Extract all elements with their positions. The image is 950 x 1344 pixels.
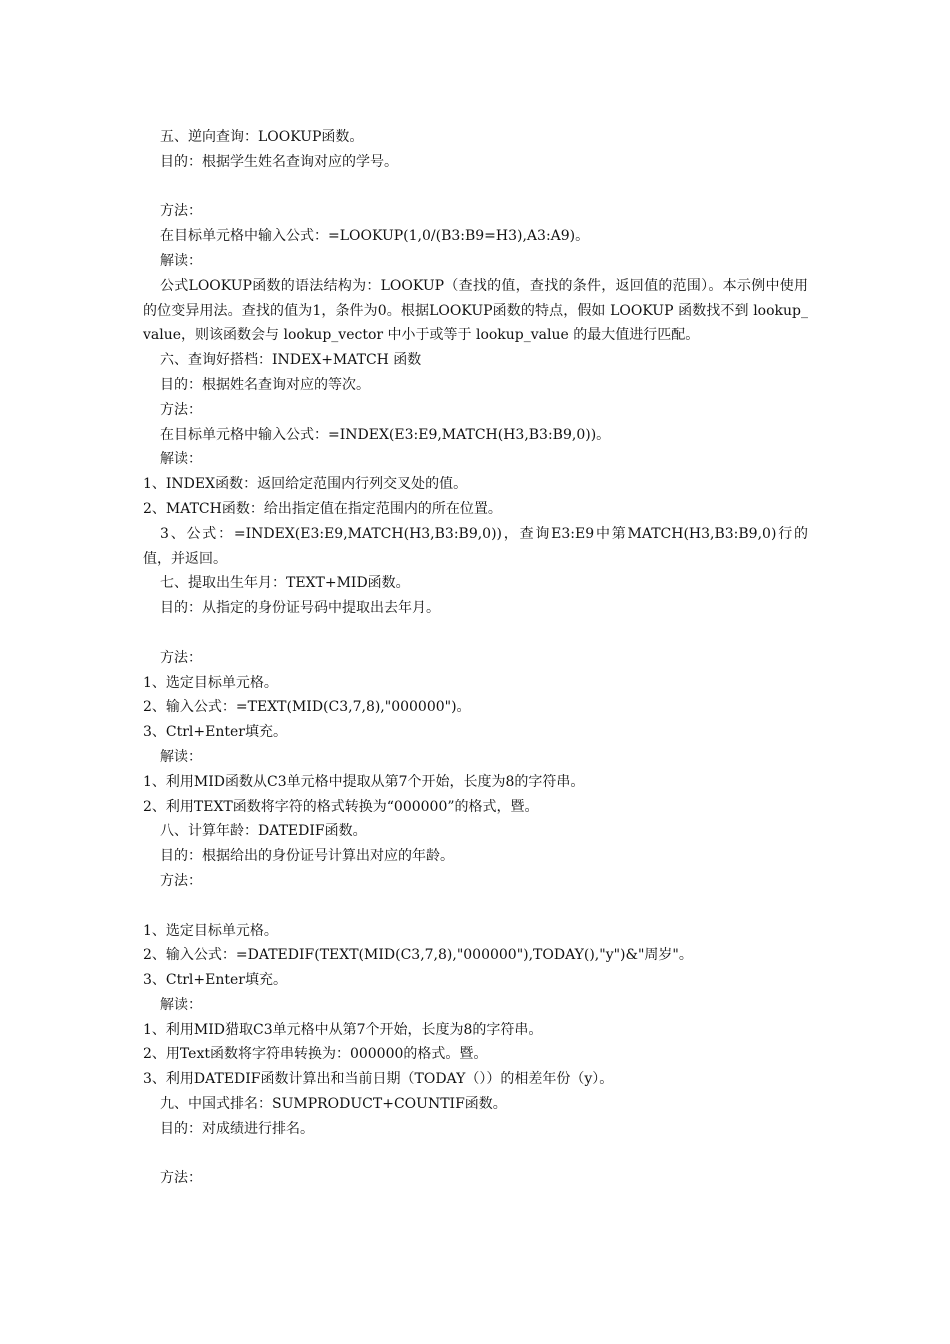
section-heading-sumproduct: 九、中国式排名：SUMPRODUCT+COUNTIF函数。 (160, 1096, 507, 1113)
explanation-item: 1、INDEX函数：返回给定范围内行列交叉处的值。 (143, 476, 468, 493)
explanation-item: 2、MATCH函数：给出指定值在指定范围内的所在位置。 (143, 500, 502, 517)
explanation-label: 解读： (160, 451, 202, 468)
purpose-text: 目的：根据学生姓名查询对应的学号。 (160, 153, 398, 170)
section-heading-datedif: 八、计算年龄：DATEDIF函数。 (160, 823, 367, 840)
explanation-paragraph: 公式LOOKUP函数的语法结构为：LOOKUP（查找的值，查找的条件，返回值的范围）。本示例中使用的位变异用法。查找的值为1，条件为0。根据LOOKUP函数的特点，假如 LOOKUP 函数找不到 lookup_value，则该函数会与 lookup_vector 中小于或等于 lookup_value 的最大值进行匹配。 (143, 277, 808, 344)
step-item: 1、选定目标单元格。 (143, 922, 278, 939)
explanation-label: 解读： (160, 996, 202, 1013)
section-heading-lookup: 五、逆向查询：LOOKUP函数。 (160, 129, 364, 145)
explanation-paragraph: 3、公式：=INDEX(E3:E9,MATCH(H3,B3:B9,0))，查询E3:E9中第MATCH(H3,B3:B9,0)行的值，并返回。 (143, 525, 808, 567)
explanation-item: 1、利用MID猎取C3单元格中从第7个开始，长度为8的字符串。 (143, 1021, 543, 1038)
blank-line (143, 1142, 808, 1167)
explanation-label: 解读： (160, 252, 202, 269)
purpose-text: 目的：对成绩进行排名。 (160, 1120, 314, 1137)
method-label: 方法： (160, 872, 202, 889)
explanation-item: 1、利用MID函数从C3单元格中提取从第7个开始，长度为8的字符串。 (143, 773, 585, 790)
method-label: 方法： (160, 401, 202, 418)
step-item: 1、选定目标单元格。 (143, 674, 278, 691)
method-label: 方法： (160, 1170, 202, 1187)
step-item: 3、Ctrl+Enter填充。 (143, 724, 287, 741)
blank-line (143, 894, 808, 919)
document-body (143, 125, 808, 1191)
purpose-text: 目的：从指定的身份证号码中提取出去年月。 (160, 600, 440, 617)
explanation-item: 2、利用TEXT函数将字符的格式转换为“000000”的格式，暨。 (143, 798, 539, 815)
explanation-item: 2、用Text函数将字符串转换为：000000的格式。暨。 (143, 1046, 488, 1063)
step-item: 2、输入公式：=TEXT(MID(C3,7,8),"000000")。 (143, 699, 471, 716)
section-heading-text-mid: 七、提取出生年月：TEXT+MID函数。 (160, 575, 410, 592)
blank-line (143, 175, 808, 200)
method-label: 方法： (160, 649, 202, 666)
method-label: 方法： (160, 203, 202, 220)
formula-text: 在目标单元格中输入公式：=INDEX(E3:E9,MATCH(H3,B3:B9,0))。 (160, 426, 611, 443)
step-item: 2、输入公式：=DATEDIF(TEXT(MID(C3,7,8),"000000"),TODAY(),"y")&"周岁"。 (143, 947, 693, 964)
explanation-item: 3、利用DATEDIF函数计算出和当前日期（TODAY（））的相差年份（y）。 (143, 1071, 614, 1088)
explanation-label: 解读： (160, 748, 202, 765)
purpose-text: 目的：根据给出的身份证号计算出对应的年龄。 (160, 848, 454, 865)
blank-line (143, 621, 808, 646)
step-item: 3、Ctrl+Enter填充。 (143, 972, 287, 989)
section-heading-index-match: 六、查询好搭档：INDEX+MATCH 函数 (160, 352, 422, 369)
formula-text: 在目标单元格中输入公式：=LOOKUP(1,0/(B3:B9=H3),A3:A9)。 (160, 228, 590, 245)
purpose-text: 目的：根据姓名查询对应的等次。 (160, 376, 370, 393)
